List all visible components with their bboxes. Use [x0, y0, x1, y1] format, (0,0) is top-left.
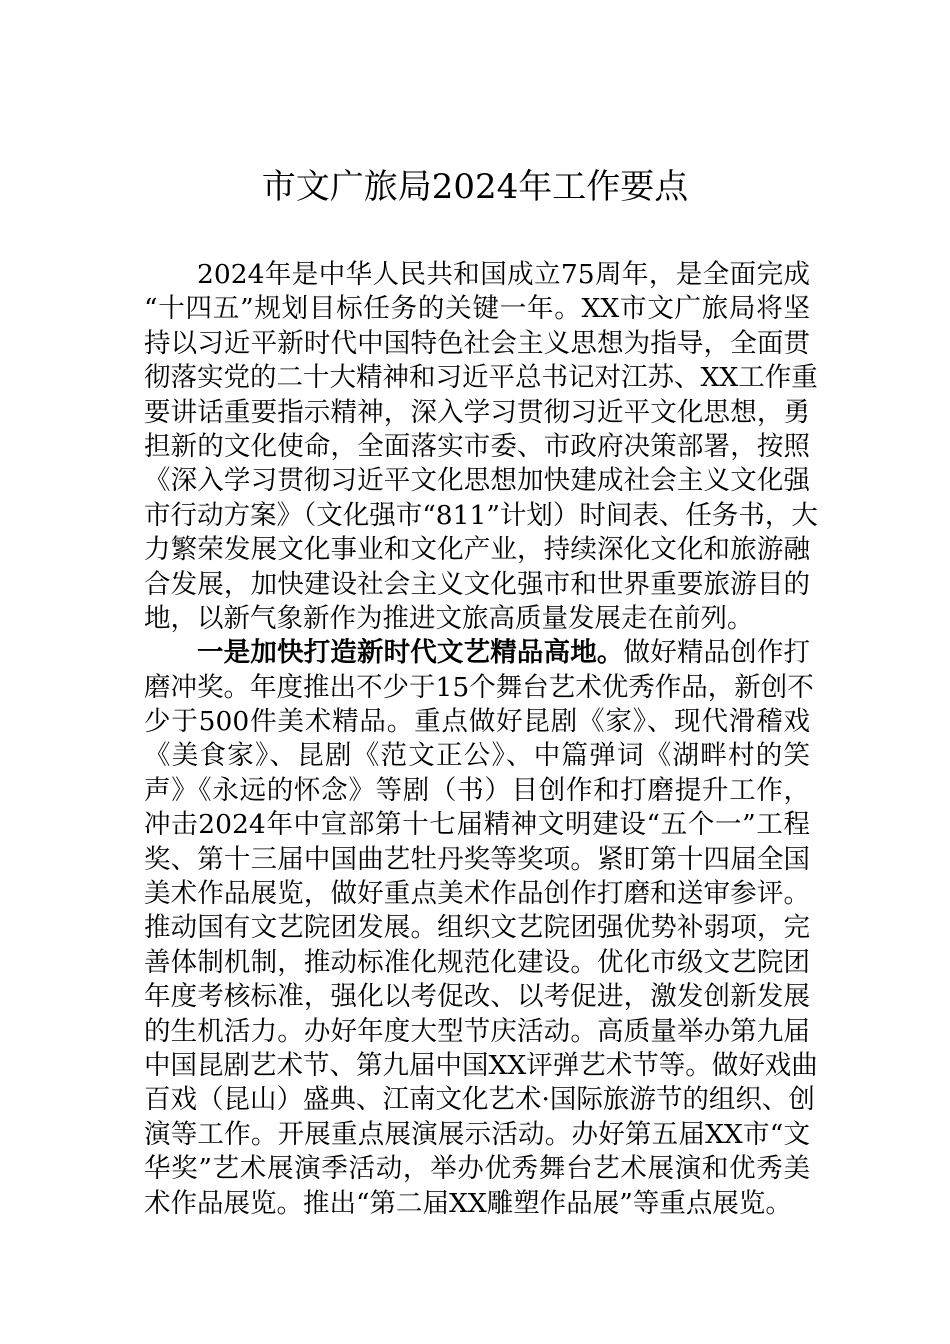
text-line: [144, 636, 810, 670]
text-line: 演等工作。开展重点展演展示活动。办好第五届XX市“文: [144, 1118, 810, 1150]
text-line: 百戏（昆山）盛典、江南文化艺术·国际旅游节的组织、创: [144, 1084, 815, 1116]
text-line: 持以习近平新时代中国特色社会主义思想为指导，全面贯: [144, 327, 810, 359]
text-line: 要讲话重要指示精神，深入学习贯彻习近平文化思想，勇: [144, 396, 810, 428]
text-line: 年度考核标准，强化以考促改、以考促进，激发创新发展: [144, 981, 810, 1013]
text-line: 力繁荣发展文化事业和文化产业，持续深化文化和旅游融: [144, 534, 810, 566]
text-run: 做好精品创作打: [623, 637, 811, 669]
text-line: 声》《永远的怀念》等剧（书）目创作和打磨提升工作，: [144, 774, 810, 806]
text-line: 中国昆剧艺术节、第九届中国XX评弹艺术节等。做好戏曲: [144, 1049, 818, 1081]
text-line: 冲击2024年中宣部第十七届精神文明建设“五个一”工程: [144, 809, 810, 841]
text-line: 合发展，加快建设社会主义文化强市和世界重要旅游目的: [144, 568, 810, 600]
text-line: 《深入学习贯彻习近平文化思想加快建成社会主义文化强: [144, 465, 810, 497]
paragraph-1: [144, 258, 818, 636]
text-line: 善体制机制，推动标准化规范化建设。优化市级文艺院团: [144, 946, 810, 978]
text-line: 磨冲奖。年度推出不少于15个舞台艺术优秀作品，新创不: [144, 671, 814, 703]
text-line: 华奖”艺术展演季活动，举办优秀舞台艺术展演和优秀美: [144, 1153, 810, 1185]
text-line: 市行动方案》（文化强市“811”计划）时间表、任务书，大: [144, 499, 818, 531]
text-line: 的生机活力。办好年度大型节庆活动。高质量举办第九届: [144, 1015, 810, 1047]
text-line: 奖、第十三届中国曲艺牡丹奖等奖项。紧盯第十四届全国: [144, 843, 810, 875]
document-title: 市文广旅局2024年工作要点: [261, 167, 689, 207]
text-line: “十四五”规划目标任务的关键一年。XX市文广旅局将坚: [144, 293, 810, 325]
text-line: 2024年是中华人民共和国成立75周年，是全面完成: [197, 259, 810, 290]
text-line: 推动国有文艺院团发展。组织文艺院团强优势补弱项，完: [144, 912, 810, 944]
text-line: 彻落实党的二十大精神和习近平总书记对江苏、XX工作重: [144, 362, 818, 394]
section-heading: 一是加快打造新时代文艺精品高地。: [197, 637, 624, 669]
text-line: 少于500件美术精品。重点做好昆剧《家》、现代滑稽戏: [144, 706, 810, 738]
text-line: 《美食家》、昆剧《范文正公》、中篇弹词《湖畔村的笑: [144, 740, 810, 772]
text-line: 地，以新气象新作为推进文旅高质量发展走在前列。: [144, 602, 754, 634]
text-line: 担新的文化使命，全面落实市委、市政府决策部署，按照: [144, 430, 810, 462]
paragraph-2: [144, 636, 818, 1221]
document-body: [144, 258, 818, 1221]
text-line: 美术作品展览，做好重点美术作品创作打磨和送审参评。: [144, 878, 810, 910]
text-line: 术作品展览。推出“第二届XX雕塑作品展”等重点展览。: [144, 1187, 792, 1219]
